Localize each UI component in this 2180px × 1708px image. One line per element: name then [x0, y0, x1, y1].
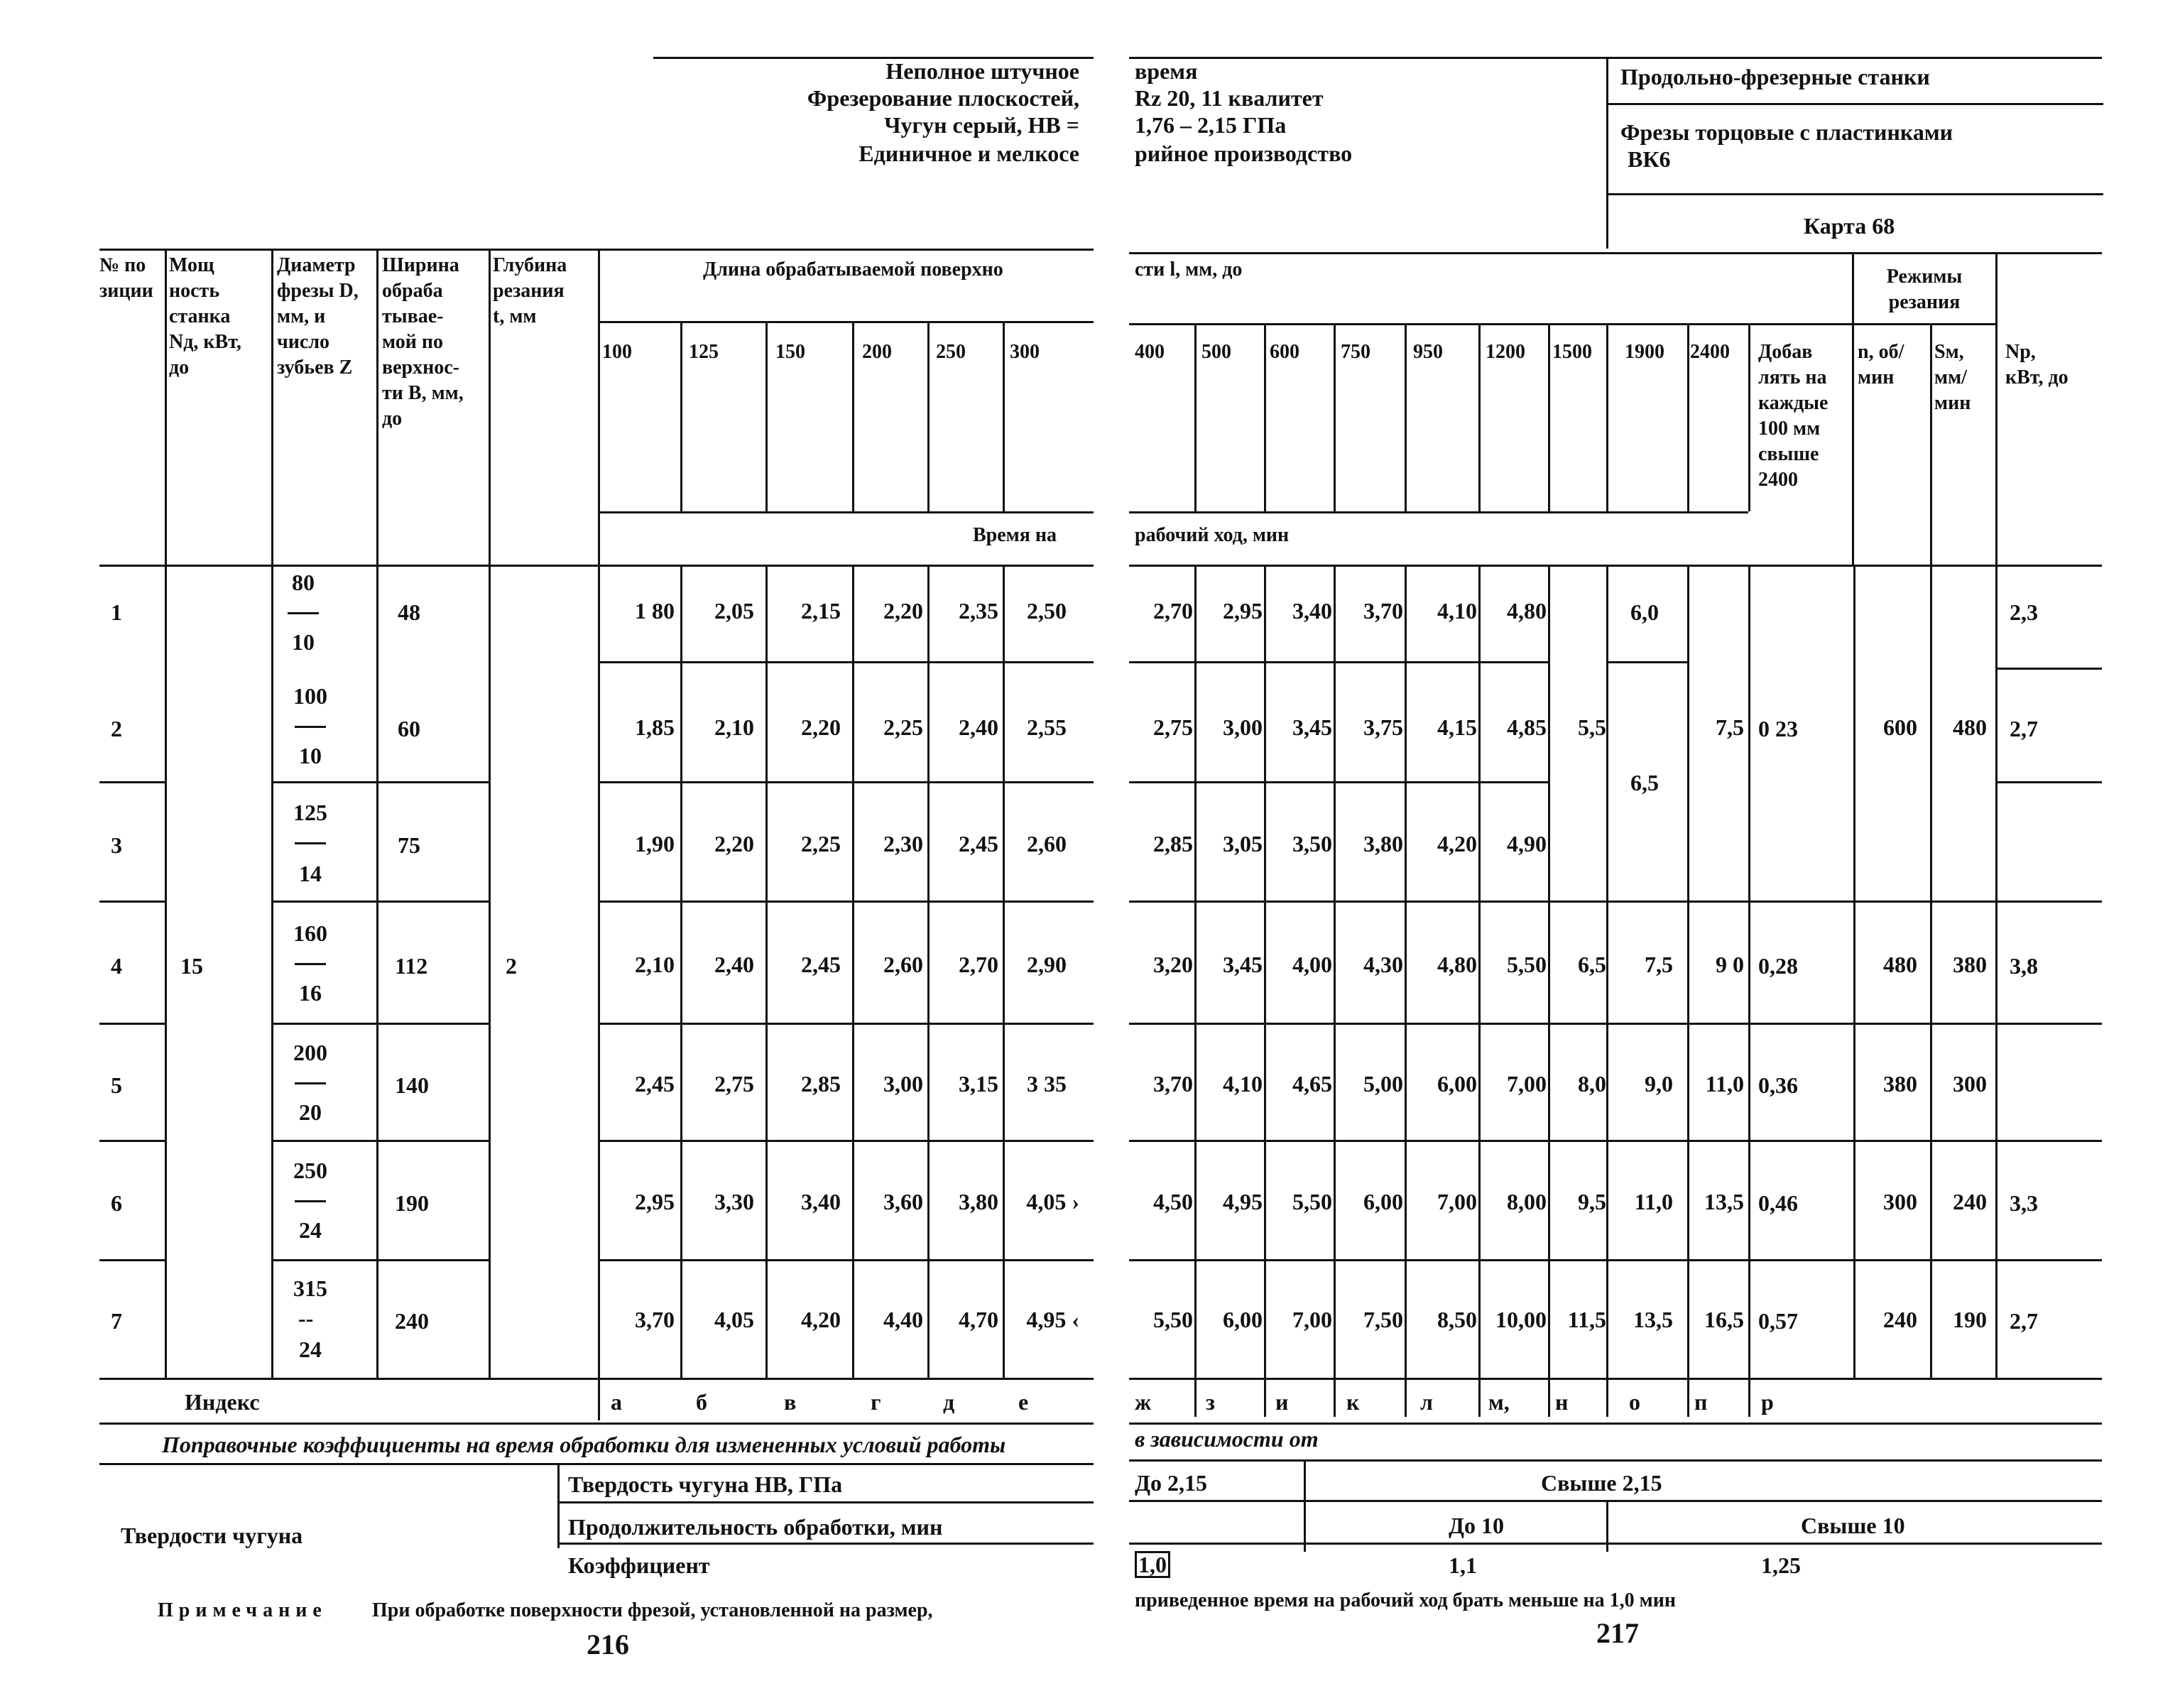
- pos-6: 6: [111, 1190, 122, 1216]
- np-row7: 2,7: [2010, 1308, 2038, 1334]
- index-zh: ж: [1135, 1389, 1152, 1415]
- cell-r4-c3: 2,45: [801, 952, 841, 977]
- time-header-right: рабочий ход, мин: [1135, 524, 1290, 546]
- sm-row4: 380: [1953, 952, 1987, 977]
- index-o: о: [1629, 1389, 1640, 1415]
- diameter-6: 250: [293, 1158, 327, 1183]
- pos-7: 7: [111, 1308, 122, 1334]
- width-7: 240: [395, 1308, 429, 1334]
- sm-rows123: 480: [1953, 714, 1987, 740]
- tool-line-1: Фрезы торцовые с пластинками: [1620, 119, 1953, 145]
- teeth-1: 10: [292, 629, 315, 655]
- cell-r2-c7: 2,75: [1153, 714, 1193, 740]
- c1900-row5: 9,0: [1645, 1071, 1673, 1097]
- index-k: к: [1346, 1389, 1360, 1415]
- index-z: з: [1206, 1389, 1215, 1415]
- sm-row7: 190: [1953, 1307, 1987, 1332]
- n-row4: 480: [1883, 952, 1917, 977]
- np-rows45: 3,8: [2010, 953, 2038, 979]
- cell-r3-c2: 2,20: [714, 831, 754, 856]
- cell-r2-c8: 3,00: [1223, 714, 1263, 740]
- width-4: 112: [395, 953, 428, 979]
- index-n: н: [1555, 1389, 1569, 1415]
- cell-r5-c5: 3,15: [959, 1071, 998, 1097]
- card-number: Карта 68: [1804, 213, 1895, 239]
- cell-r5-c3: 2,85: [801, 1071, 841, 1097]
- teeth-4: 16: [299, 980, 322, 1006]
- add-row5: 0,36: [1758, 1072, 1798, 1098]
- cell-r7-c10: 7,50: [1363, 1307, 1403, 1332]
- c1900-rows23: 6,5: [1630, 770, 1659, 795]
- cell-r5-c2: 2,75: [714, 1071, 754, 1097]
- index-b: б: [696, 1389, 707, 1415]
- cell-r6-c10: 6,00: [1363, 1189, 1403, 1214]
- index-d: д: [943, 1389, 955, 1415]
- cell-r2-c10: 3,75: [1363, 714, 1403, 740]
- middle-header-2: Rz 20, 11 квалитет: [1135, 85, 1324, 111]
- cell-r2-c3: 2,20: [801, 714, 841, 740]
- corr-row-hb: Твердость чугуна НВ, ГПа: [568, 1472, 843, 1497]
- c2400-row7: 16,5: [1704, 1307, 1744, 1332]
- len-250: 250: [936, 341, 966, 363]
- hb-low: До 2,15: [1135, 1470, 1208, 1496]
- left-header-1: Неполное штучное: [885, 58, 1079, 84]
- cell-r1-c6: 2,50: [1027, 598, 1067, 624]
- diameter-4: 160: [293, 920, 327, 946]
- cell-r4-c4: 2,60: [883, 952, 923, 977]
- cell-r3-c5: 2,45: [959, 831, 998, 856]
- corrections-title-right: в зависимости от: [1135, 1426, 1319, 1452]
- len-1500: 1500: [1552, 341, 1592, 363]
- pos-3: 3: [111, 832, 122, 858]
- teeth-6: 24: [299, 1217, 322, 1243]
- cell-r4-c6: 2,90: [1027, 952, 1067, 977]
- cell-r6-c4: 3,60: [883, 1189, 923, 1214]
- cell-r6-c11: 7,00: [1437, 1189, 1477, 1214]
- cell-r7-c3: 4,20: [801, 1307, 841, 1332]
- modes-header: Режимы резания: [1886, 266, 1963, 313]
- index-e: е: [1018, 1389, 1029, 1415]
- width-6: 190: [395, 1190, 429, 1216]
- cell-r3-c3: 2,25: [801, 831, 841, 856]
- cell-r6-c6: 4,05 ›: [1026, 1189, 1079, 1214]
- c1500-rows123: 5,5: [1578, 714, 1606, 740]
- np-row1: 2,3: [2010, 599, 2038, 625]
- cell-r2-c4: 2,25: [883, 714, 923, 740]
- coef-3: 1,25: [1761, 1552, 1801, 1578]
- col-add-per-100: Добав лять на каждые 100 мм свыше 2400: [1758, 341, 1829, 491]
- length-header-right: сти l, мм, до: [1135, 259, 1243, 281]
- hb-high: Свыше 2,15: [1541, 1470, 1662, 1496]
- cell-r2-c12: 4,85: [1507, 714, 1547, 740]
- cell-r1-c8: 2,95: [1223, 598, 1263, 624]
- cell-r3-c1: 1,90: [635, 831, 675, 856]
- diameter-5: 200: [293, 1040, 327, 1065]
- machine-title: Продольно-фрезерные станки: [1620, 64, 1930, 89]
- cell-r6-c12: 8,00: [1507, 1189, 1547, 1214]
- cell-r6-c1: 2,95: [635, 1189, 675, 1214]
- cell-r2-c1: 1,85: [635, 714, 675, 740]
- n-row6: 300: [1883, 1189, 1917, 1214]
- len-1900: 1900: [1625, 341, 1664, 363]
- cell-r7-c5: 4,70: [959, 1307, 998, 1332]
- cell-r6-c5: 3,80: [959, 1189, 998, 1214]
- corrections-title-left: Поправочные коэффициенты на время обработки для измененных условий работы: [162, 1432, 1006, 1457]
- cell-r7-c9: 7,00: [1292, 1307, 1332, 1332]
- col-power: Мощ ность станка Nд, кВт, до: [169, 254, 241, 379]
- col-depth: Глубина резания t, мм: [493, 254, 567, 327]
- c2400-row4: 9 0: [1716, 952, 1744, 977]
- pos-4: 4: [111, 953, 122, 979]
- cell-r3-c11: 4,20: [1437, 831, 1477, 856]
- time-header-left: Время на: [973, 524, 1057, 546]
- index-v: в: [784, 1389, 797, 1415]
- left-header-2: Фрезерование плоскостей,: [807, 85, 1079, 111]
- c1900-row1: 6,0: [1630, 599, 1659, 625]
- depth-value: 2: [506, 953, 517, 979]
- cell-r2-c2: 2,10: [714, 714, 754, 740]
- cell-r5-c11: 6,00: [1437, 1071, 1477, 1097]
- cell-r7-c8: 6,00: [1223, 1307, 1263, 1332]
- cell-r6-c7: 4,50: [1153, 1189, 1193, 1214]
- coef-2: 1,1: [1449, 1552, 1477, 1578]
- power-value: 15: [180, 953, 203, 979]
- cell-r5-c8: 4,10: [1223, 1071, 1263, 1097]
- teeth-7: 24: [299, 1337, 322, 1362]
- cell-r4-c10: 4,30: [1363, 952, 1403, 977]
- n-row7: 240: [1883, 1307, 1917, 1332]
- cell-r1-c12: 4,80: [1507, 598, 1547, 624]
- pos-1: 1: [111, 599, 122, 625]
- n-rows123: 600: [1883, 714, 1917, 740]
- len-1200: 1200: [1486, 341, 1525, 363]
- index-m: м,: [1488, 1389, 1510, 1415]
- coef-1: 1,0: [1135, 1551, 1170, 1578]
- cell-r7-c6: 4,95 ‹: [1026, 1307, 1079, 1332]
- index-label: Индекс: [185, 1389, 260, 1415]
- len-200: 200: [862, 341, 892, 363]
- cell-r1-c10: 3,70: [1363, 598, 1403, 624]
- cell-r1-c1: 1 80: [635, 598, 675, 624]
- diameter-3: 125: [293, 800, 327, 825]
- cell-r5-c7: 3,70: [1153, 1071, 1193, 1097]
- cell-r2-c11: 4,15: [1437, 714, 1477, 740]
- cell-r5-c9: 4,65: [1292, 1071, 1332, 1097]
- c1900-row6: 11,0: [1634, 1189, 1673, 1214]
- width-5: 140: [395, 1072, 429, 1098]
- note-left: При обработке поверхности фрезой, установленной на размер,: [372, 1599, 933, 1621]
- index-r: р: [1761, 1389, 1774, 1415]
- col-width: Ширина обраба тывае- мой по верхнос- ти В, мм, до: [382, 254, 464, 430]
- c1900-row7: 13,5: [1633, 1307, 1673, 1332]
- c1500-row5: 8,0: [1578, 1071, 1606, 1097]
- c1500-row6: 9,5: [1578, 1189, 1606, 1214]
- n-row5: 380: [1883, 1071, 1917, 1097]
- cell-r7-c1: 3,70: [635, 1307, 675, 1332]
- diameter-1: 80: [292, 570, 315, 595]
- len-150: 150: [775, 341, 805, 363]
- sm-row5: 300: [1953, 1071, 1987, 1097]
- add-row6: 0,46: [1758, 1190, 1798, 1216]
- cell-r2-c6: 2,55: [1027, 714, 1067, 740]
- cell-r5-c12: 7,00: [1507, 1071, 1547, 1097]
- len-950: 950: [1413, 341, 1443, 363]
- cell-r7-c11: 8,50: [1437, 1307, 1477, 1332]
- page-left: 216: [587, 1628, 629, 1660]
- left-header-3: Чугун серый, НВ =: [884, 112, 1079, 138]
- corr-row-duration: Продолжительность обработки, мин: [568, 1514, 943, 1540]
- length-header-left: Длина обрабатываемой поверхно: [703, 259, 1003, 281]
- cell-r7-c12: 10,00: [1495, 1307, 1547, 1332]
- middle-header-4: рийное производство: [1135, 141, 1353, 166]
- cell-r6-c8: 4,95: [1223, 1189, 1263, 1214]
- middle-header-3: 1,76 – 2,15 ГПа: [1135, 112, 1287, 138]
- cell-r4-c7: 3,20: [1153, 952, 1193, 977]
- diameter-7: 315: [293, 1275, 327, 1301]
- c1900-row4: 7,5: [1645, 952, 1673, 977]
- diameter-2: 100: [293, 683, 327, 709]
- index-g: г: [871, 1389, 881, 1415]
- cell-r4-c9: 4,00: [1292, 952, 1332, 977]
- fraction-dash-7: --: [298, 1305, 314, 1331]
- len-500: 500: [1201, 341, 1231, 363]
- cell-r1-c2: 2,05: [714, 598, 754, 624]
- pos-2: 2: [111, 716, 122, 741]
- hardness-group: Твердости чугуна: [121, 1523, 303, 1548]
- c2400-row6: 13,5: [1704, 1189, 1744, 1214]
- cell-r7-c4: 4,40: [883, 1307, 923, 1332]
- teeth-2: 10: [299, 743, 322, 768]
- index-p: п: [1694, 1389, 1708, 1415]
- cell-r5-c6: 3 35: [1027, 1071, 1067, 1097]
- len-300: 300: [1010, 341, 1040, 363]
- add-row4: 0,28: [1758, 953, 1798, 979]
- cell-r2-c5: 2,40: [959, 714, 998, 740]
- cell-r3-c6: 2,60: [1027, 831, 1067, 856]
- col-diameter: Диаметр фрезы D, мм, и число зубьев Z: [277, 254, 359, 379]
- pos-5: 5: [111, 1072, 122, 1098]
- np-row6: 3,3: [2010, 1190, 2038, 1216]
- c2400-row5: 11,0: [1705, 1071, 1744, 1097]
- cell-r3-c9: 3,50: [1292, 831, 1332, 856]
- cell-r4-c8: 3,45: [1223, 952, 1263, 977]
- index-i: и: [1275, 1389, 1289, 1415]
- cell-r1-c7: 2,70: [1153, 598, 1193, 624]
- cell-r6-c3: 3,40: [801, 1189, 841, 1214]
- note-right: приведенное время на рабочий ход брать меньше на 1,0 мин: [1135, 1589, 1676, 1611]
- np-rows23: 2,7: [2010, 716, 2038, 741]
- cell-r1-c11: 4,10: [1437, 598, 1477, 624]
- note-label: Примечание: [158, 1599, 327, 1621]
- cell-r5-c10: 5,00: [1363, 1071, 1403, 1097]
- c2400-rows123: 7,5: [1716, 714, 1744, 740]
- c1500-row7: 11,5: [1567, 1307, 1606, 1332]
- cell-r3-c8: 3,05: [1223, 831, 1263, 856]
- tool-line-2: ВК6: [1628, 146, 1671, 172]
- cell-r4-c2: 2,40: [714, 952, 754, 977]
- len-2400: 2400: [1690, 341, 1730, 363]
- cell-r5-c4: 3,00: [883, 1071, 923, 1097]
- cell-r1-c9: 3,40: [1292, 598, 1332, 624]
- add-rows123: 0 23: [1758, 716, 1798, 741]
- cell-r7-c7: 5,50: [1153, 1307, 1193, 1332]
- cell-r1-c4: 2,20: [883, 598, 923, 624]
- index-a: а: [611, 1389, 622, 1415]
- len-750: 750: [1341, 341, 1370, 363]
- cell-r3-c12: 4,90: [1507, 831, 1547, 856]
- page-right: 217: [1596, 1617, 1639, 1649]
- cell-r3-c10: 3,80: [1363, 831, 1403, 856]
- cell-r6-c9: 5,50: [1292, 1189, 1332, 1214]
- len-125: 125: [689, 341, 719, 363]
- width-2: 60: [398, 716, 420, 741]
- col-pos: № по зиции: [99, 254, 153, 302]
- index-l: л: [1420, 1389, 1433, 1415]
- sm-row6: 240: [1953, 1189, 1987, 1214]
- len-600: 600: [1270, 341, 1299, 363]
- left-header-4: Единичное и мелкосе: [859, 141, 1079, 166]
- cell-r1-c5: 2,35: [959, 598, 998, 624]
- duration-high: Свыше 10: [1801, 1513, 1905, 1538]
- cell-r3-c4: 2,30: [883, 831, 923, 856]
- col-np: Nр, кВт, до: [2005, 341, 2069, 388]
- c1500-row4: 6,5: [1578, 952, 1606, 977]
- col-n: n, об/ мин: [1858, 341, 1904, 388]
- cell-r4-c11: 4,80: [1437, 952, 1477, 977]
- cell-r2-c9: 3,45: [1292, 714, 1332, 740]
- duration-low: До 10: [1449, 1513, 1505, 1538]
- middle-header-1: время: [1135, 58, 1198, 84]
- cell-r1-c3: 2,15: [801, 598, 841, 624]
- cell-r7-c2: 4,05: [714, 1307, 754, 1332]
- cell-r4-c12: 5,50: [1507, 952, 1547, 977]
- teeth-5: 20: [299, 1099, 322, 1125]
- len-100: 100: [602, 341, 632, 363]
- cell-r4-c5: 2,70: [959, 952, 998, 977]
- cell-r6-c2: 3,30: [714, 1189, 754, 1214]
- width-1: 48: [398, 599, 420, 625]
- add-row7: 0,57: [1758, 1308, 1798, 1334]
- cell-r3-c7: 2,85: [1153, 831, 1193, 856]
- cell-r4-c1: 2,10: [635, 952, 675, 977]
- cell-r5-c1: 2,45: [635, 1071, 675, 1097]
- col-sm: Sм, мм/ мин: [1934, 341, 1971, 414]
- len-400: 400: [1135, 341, 1165, 363]
- corr-row-coef: Коэффициент: [568, 1552, 710, 1578]
- teeth-3: 14: [299, 861, 322, 886]
- width-3: 75: [398, 832, 420, 858]
